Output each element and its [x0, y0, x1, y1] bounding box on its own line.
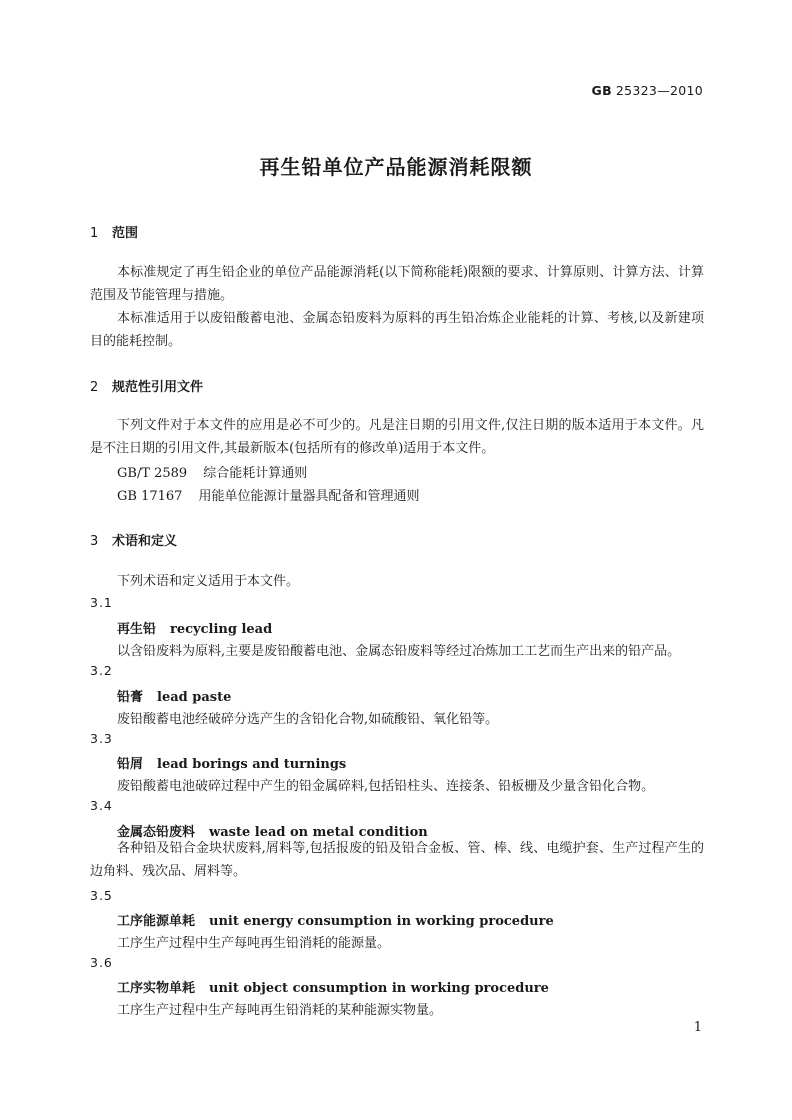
term-definition: 以含铅废料为原料,主要是废铅酸蓄电池、金属态铅废料等经过冶炼加工工艺而生产出来的铅产品。 [117, 644, 681, 659]
term-en: lead borings and turnings [157, 757, 347, 772]
term-zh: 铅屑 [117, 757, 144, 772]
standard-code [592, 83, 703, 98]
page-number: 1 [693, 1020, 702, 1035]
term-entry [117, 753, 346, 772]
term-entry [117, 977, 549, 996]
term-entry [117, 910, 554, 929]
term-entry [117, 618, 272, 637]
standard-code-number: 25323—2010 [615, 83, 703, 98]
term-zh: 再生铅 [117, 622, 157, 637]
term-definition: 工序生产过程中生产每吨再生铅消耗的某种能源实物量。 [117, 1003, 443, 1018]
term-en: recycling lead [170, 622, 273, 637]
clause-number: 3.6 [90, 955, 113, 970]
term-definition: 废铅酸蓄电池经破碎分选产生的含铅化合物,如硫酸铅、氧化铅等。 [117, 712, 499, 727]
term-entry [117, 686, 231, 705]
term-zh: 工序能源单耗 [117, 914, 196, 929]
clause-number: 3.1 [90, 595, 113, 610]
standard-code-prefix: GB [591, 83, 612, 98]
term-en: unit object consumption in working procedure [209, 981, 549, 996]
reference-title: 用能单位能源计量器具配备和管理通则 [198, 489, 420, 504]
reference-code: GB 17167 [117, 489, 183, 504]
scope-paragraph-1: 本标准规定了再生铅企业的单位产品能源消耗(以下简称能耗)限额的要求、计算原则、计算方法、计算范围及节能管理与措施。 [90, 265, 704, 303]
reference-item [117, 462, 307, 481]
clause-number: 3.3 [90, 731, 113, 746]
clause-number: 3.2 [90, 663, 113, 678]
section-heading-scope [90, 222, 138, 241]
term-definition: 工序生产过程中生产每吨再生铅消耗的能源量。 [117, 936, 391, 951]
reference-item [117, 485, 419, 504]
terms-intro: 下列术语和定义适用于本文件。 [117, 574, 300, 589]
term-zh: 金属态铅废料 [117, 825, 196, 840]
clause-number: 3.4 [90, 798, 113, 813]
section-title: 规范性引用文件 [112, 380, 204, 395]
section-title: 范围 [112, 226, 139, 241]
scope-paragraph-2: 本标准适用于以废铅酸蓄电池、金属态铅废料为原料的再生铅冶炼企业能耗的计算、考核,以及新建项目的能耗控制。 [90, 311, 704, 349]
references-paragraph: 下列文件对于本文件的应用是必不可少的。凡是注日期的引用文件,仅注日期的版本适用于本文件。凡是不注日期的引用文件,其最新版本(包括所有的修改单)适用于本文件。 [90, 418, 704, 456]
term-en: unit energy consumption in working procedure [209, 914, 554, 929]
section-heading-terms [90, 530, 177, 549]
term-en: waste lead on metal condition [209, 825, 428, 840]
term-definition: 各种铅及铅合金块状废料,屑料等,包括报废的铅及铅合金板、管、棒、线、电缆护套、生产过程产生的边角料、残次品、屑料等。 [90, 841, 704, 879]
section-number: 1 [90, 226, 99, 241]
term-definition: 废铅酸蓄电池破碎过程中产生的铅金属碎料,包括铅柱头、连接条、铅板栅及少量含铅化合物。 [117, 779, 655, 794]
term-en: lead paste [157, 690, 232, 705]
term-zh: 铅膏 [117, 690, 144, 705]
section-heading-normative-references [90, 376, 203, 395]
section-number: 3 [90, 534, 99, 549]
clause-number: 3.5 [90, 888, 113, 903]
reference-code: GB/T 2589 [117, 466, 188, 481]
term-zh: 工序实物单耗 [117, 981, 196, 996]
reference-title: 综合能耗计算通则 [203, 466, 308, 481]
section-title: 术语和定义 [112, 534, 178, 549]
section-number: 2 [90, 380, 99, 395]
document-title: 再生铅单位产品能源消耗限额 [259, 155, 533, 179]
